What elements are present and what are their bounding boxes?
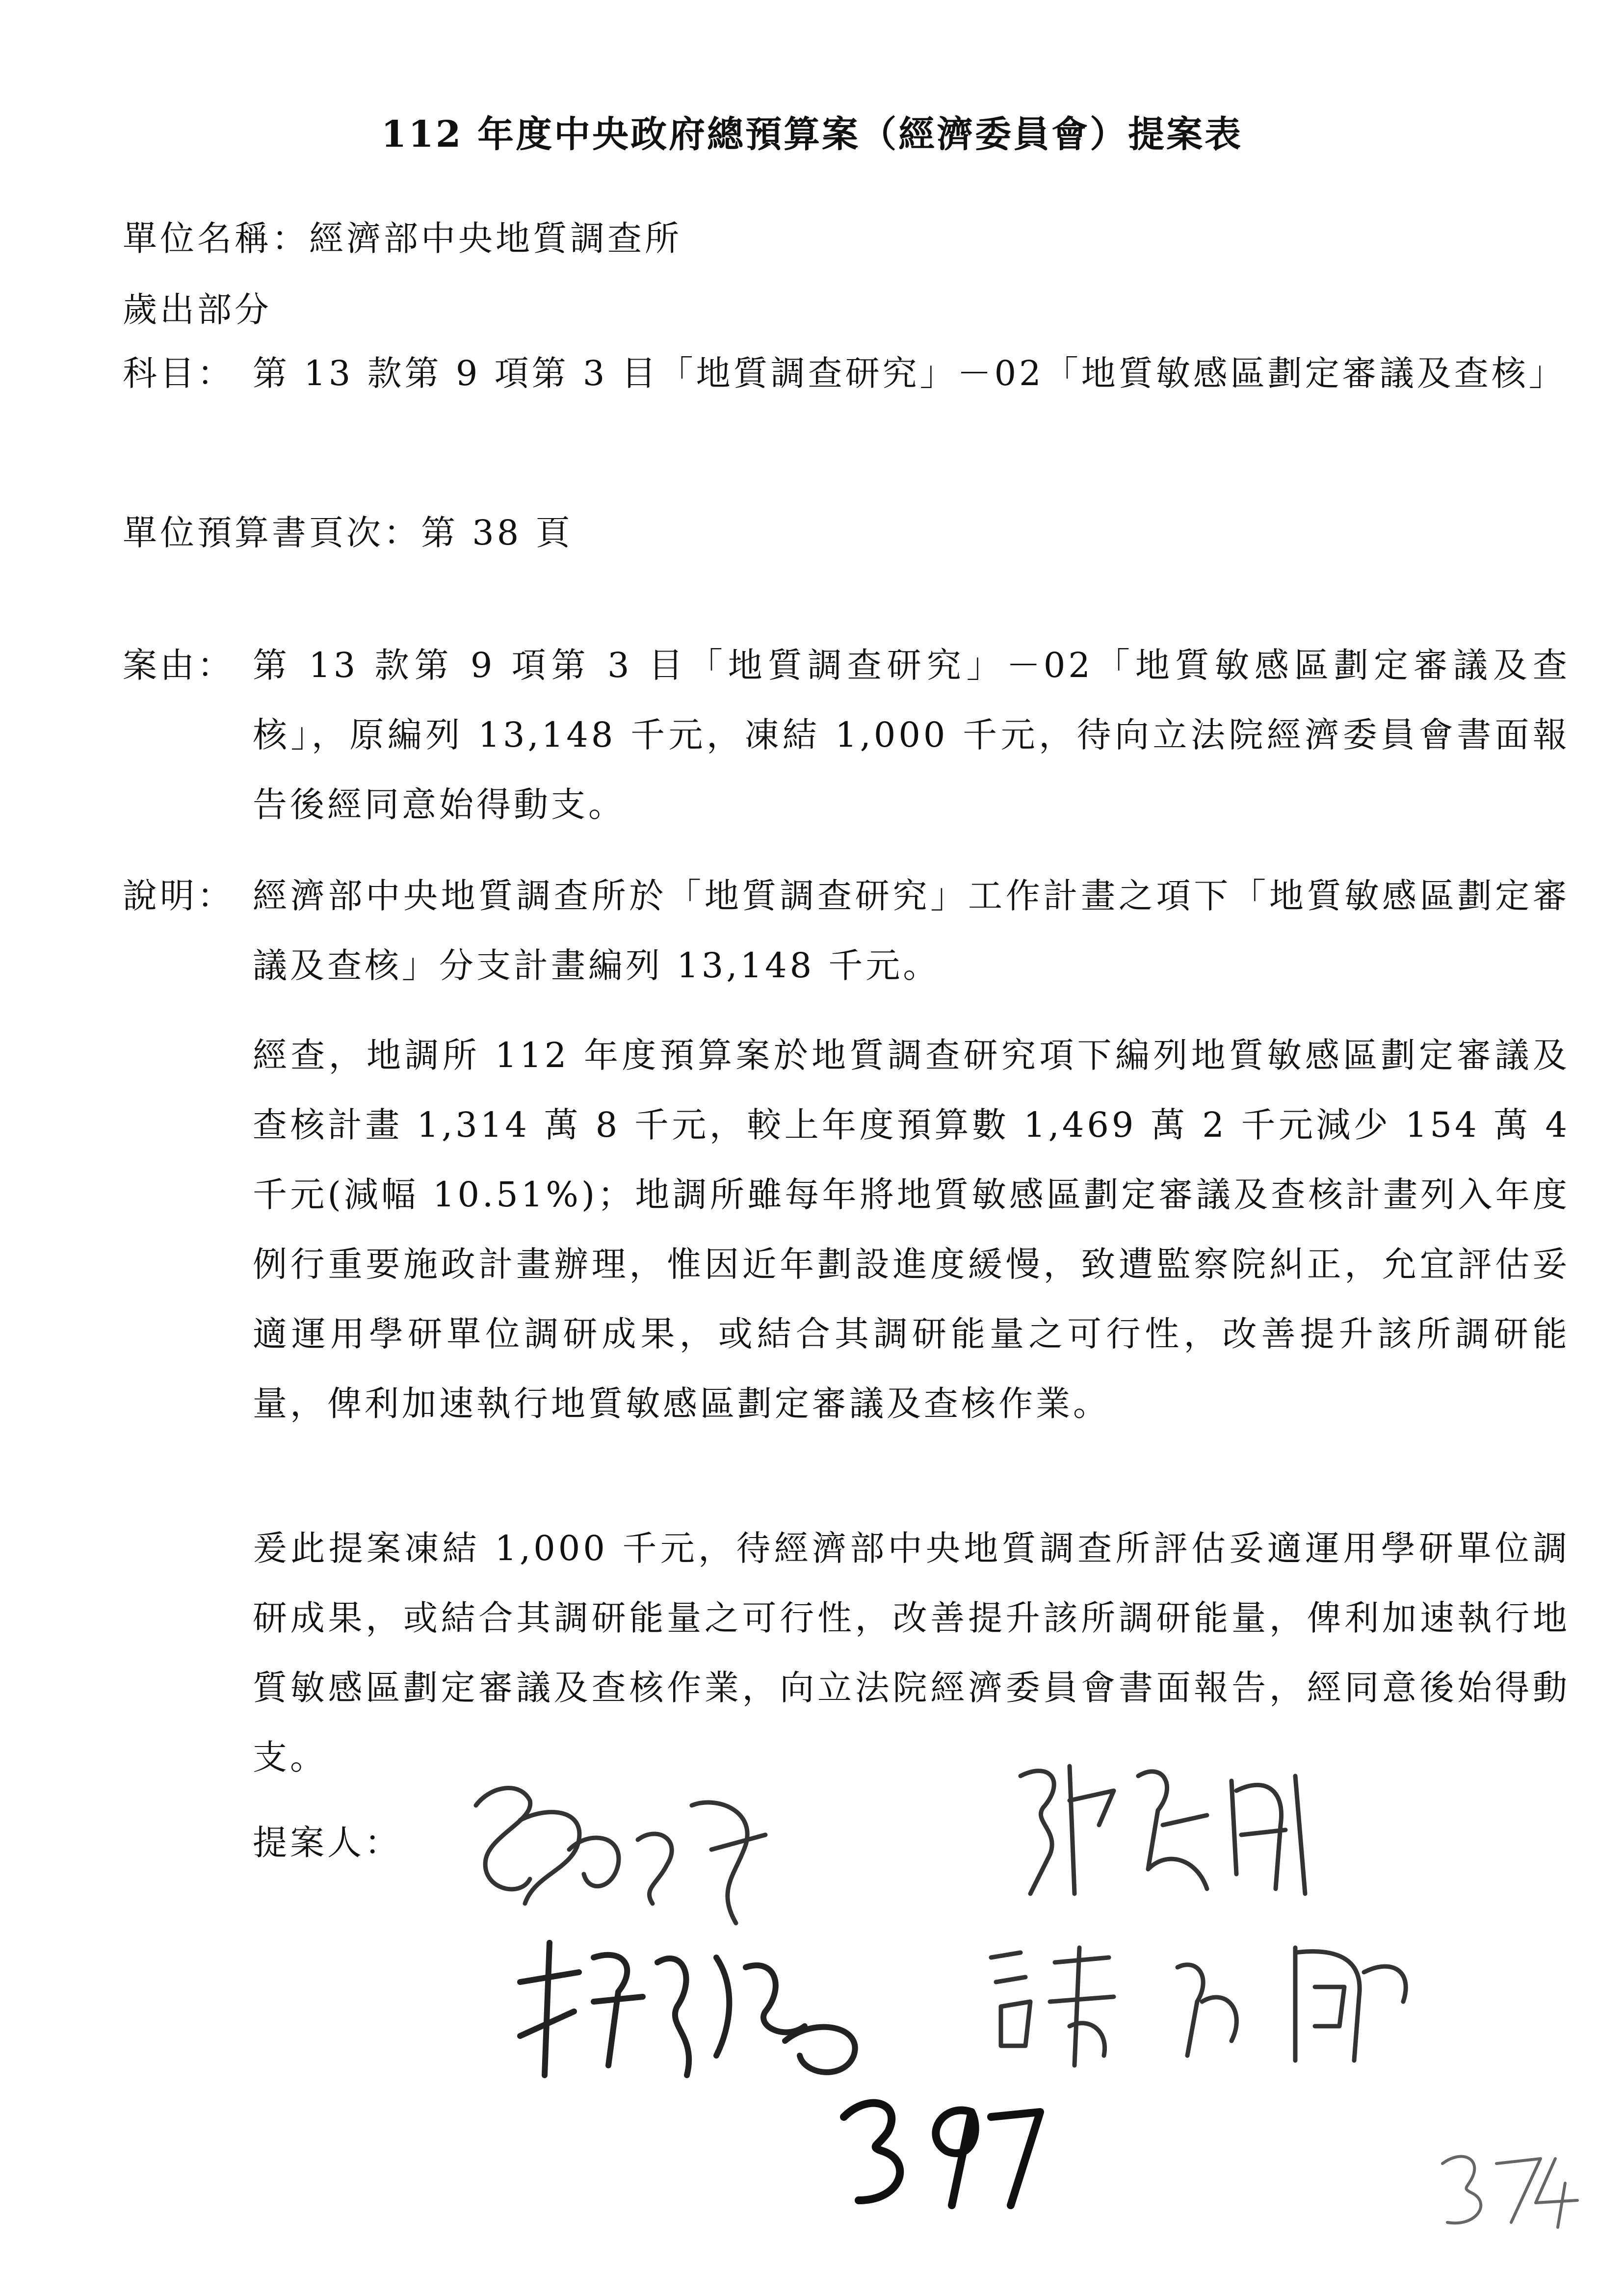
subject-paragraph bbox=[123, 339, 1570, 408]
document-title: 112 年度中央政府總預算案（經濟委員會）提案表 bbox=[381, 113, 1243, 156]
page-reference: 單位預算書頁次：第 38 頁 bbox=[123, 513, 573, 553]
signature-3 bbox=[510, 1928, 883, 2092]
case-text: 第 13 款第 9 項第 3 目「地質調查研究」－02「地質敏感區劃定審議及查核」，原編列 13,148 千元，凍結 1,000 千元，待向立法院經濟委員會書面報告後經同意始得動支。 bbox=[253, 645, 1570, 825]
unit-name: 單位名稱：經濟部中央地質調查所 bbox=[123, 218, 682, 259]
signature-4 bbox=[981, 1928, 1423, 2077]
explanation-paragraph bbox=[123, 861, 1570, 1000]
handwritten-small-number bbox=[1433, 2139, 1580, 2232]
subject-label: 科目： bbox=[123, 353, 235, 393]
handwritten-page-number bbox=[829, 2083, 1045, 2220]
explanation-text: 經濟部中央地質調查所於「地質調查研究」工作計畫之項下「地質敏感區劃定審議及查核」分支計畫編列 13,148 千元。 bbox=[253, 876, 1570, 986]
case-paragraph bbox=[123, 630, 1570, 839]
section-label: 歲出部分 bbox=[123, 289, 272, 330]
explanation-paragraph-3: 爰此提案凍結 1,000 千元，待經濟部中央地質調查所評估妥適運用學研單位調研成果，或結合其調研能量之可行性，改善提升該所調研能量，俾利加速執行地質敏感區劃定審議及查核作業，向立法院經濟委員會書面報告，經同意後始得動支。 bbox=[253, 1528, 1570, 1777]
proposer-label: 提案人： bbox=[253, 1823, 402, 1863]
explanation-paragraph-2: 經查，地調所 112 年度預算案於地質調查研究項下編列地質敏感區劃定審議及查核計畫 1,314 萬 8 千元，較上年度預算數 1,469 萬 2 千元減少 154 萬 4 千元(減幅 10.51%)；地調所雖每年將地質敏感區劃定審議及查核計畫列入年度例行重要施政計畫辦理，惟因近年劃設進度緩慢，致遭監察院糾正，允宜評估妥適運用學研單位調研成果，或結合其調研能量之可行性，改善提升該所調研能量，俾利加速執行地質敏感區劃定審議及查核作業。 bbox=[253, 1035, 1570, 1424]
subject-text: 第 13 款第 9 項第 3 目「地質調查研究」－02「地質敏感區劃定審議及查核」 bbox=[253, 353, 1566, 393]
signature-2 bbox=[1001, 1747, 1344, 1910]
case-label: 案由： bbox=[123, 645, 235, 685]
signature-1 bbox=[461, 1776, 814, 1935]
explanation-label: 說明： bbox=[123, 876, 235, 916]
